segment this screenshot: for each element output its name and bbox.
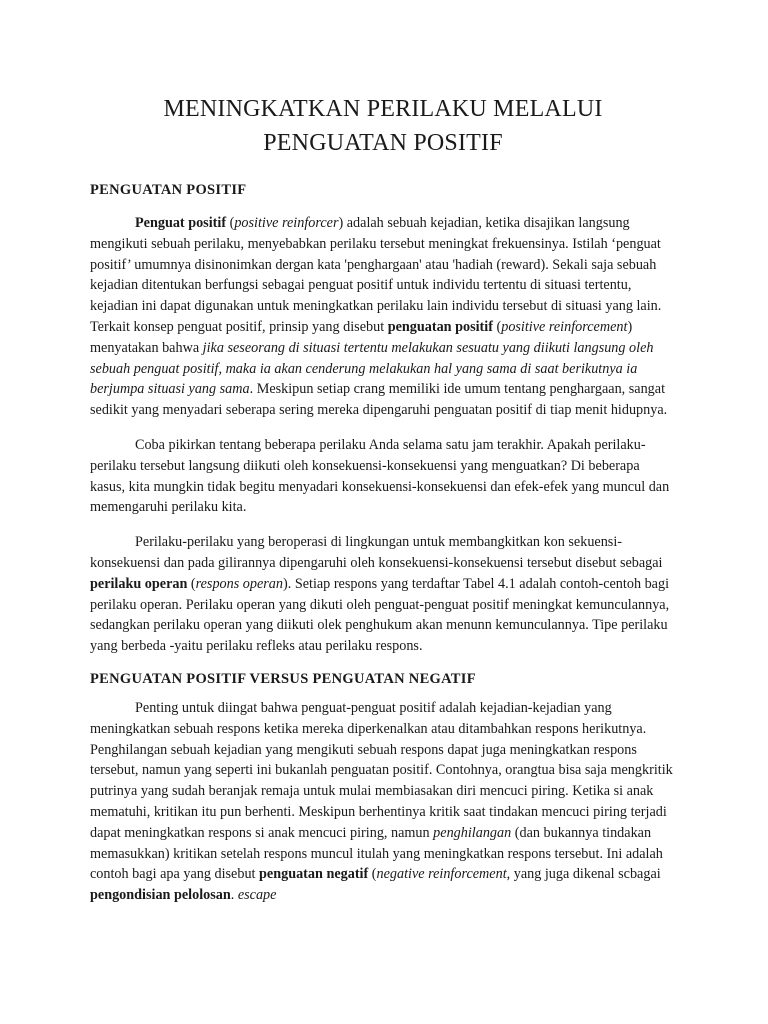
term-italic: negative reinforcement [376, 866, 507, 883]
text-run: Perilaku-perilaku yang beroperasi di lingkungan untuk membangkitkan kon sekuensi-konsekuensi dan pada gilirannya dipengaruhi oleh konsekuensi-konsekuensi tersebut disebut sebagai [90, 534, 663, 571]
text-run: ( [226, 215, 235, 231]
section-heading-positive: PENGUATAN POSITIF [90, 182, 247, 198]
paragraph-4 [90, 698, 676, 906]
term-italic: positive reinforcer [234, 215, 339, 231]
term-italic: escape [237, 887, 277, 904]
text-run: . [230, 887, 238, 904]
page-title: MENINGKATKAN PERILAKU MELALUI PENGUATAN POSITIF [163, 96, 603, 156]
paragraph-1 [90, 213, 676, 421]
paragraph-2: Coba pikirkan tentang beberapa perilaku Anda selama satu jam terakhir. Apakah perilaku-perilaku tersebut langsung diikuti oleh konsekuensi-konsekuensi yang menguatkan? Di beberapa kasus, kita mungkin tidak begitu menyadari konsekuensi-konsekuensi dan efek-efek yang muncul dan memengaruhi perilaku kita. [90, 436, 670, 516]
term-bold: Penguat positif [135, 215, 227, 231]
text-run: ( [187, 575, 196, 592]
term-bold: perilaku operan [90, 575, 188, 592]
term-italic: positive reinforcement [501, 318, 628, 335]
text-run: Penting untuk diingat bahwa penguat-penguat positif adalah kejadian-kejadian yang meningkatkan sebuah respons ketika mereka diperkenalkan atau ditambahkan respons herikutnya. Penghilangan sebuah kejadian yang mengikuti sebuah respons dapat juga meningkatkan respons tersebut, namun yang seperti ini bukanlah penguatan positif. Contohnya, orangtua bisa saja mengkritik putrinya yang sudah beranjak remaja untuk mulai membiasakan diri mencuci piring. Ketika si anak mematuhi, kritikan itu pun berhenti. Meskipun berhentinya kritik saat tindakan mencuci piring terjadi dapat meningkatkan respons si anak mencuci piring, namun [90, 699, 673, 841]
text-run: ( [368, 866, 377, 883]
paragraph-3 [90, 532, 676, 657]
principle-italic: jika seseorang di situasi tertentu melakukan sesuatu yang diikuti langsung oleh sebuah penguat positif, maka ia akan cenderung melakukan hal yang sama di saat berikutnya ia berjumpa situasi yang sama [90, 339, 654, 398]
text-run: ) adalah sebuah kejadian, ketika disajikan langsung mengikuti sebuah perilaku, menyebabkan perilaku tersebut meningkat frekuensinya. Istilah ‘penguat positif’ umumnya disinonimkan dergan kata 'penghargaan' atau 'hadiah (reward). Sekali saja sebuah kejadian ditentukan berfungsi sebagai penguat positif untuk individu tertentu di situasi tertentu, kejadian ini dapat digunakan untuk meningkatkan perilaku lain individu tersebut di situasi yang lain. Terkait konsep penguat positif, prinsip yang disebut [90, 215, 662, 335]
text-run: ( [492, 318, 502, 335]
text-run: ) menyatakan bahwa [90, 318, 633, 356]
term-bold: penguatan positif [387, 318, 493, 335]
term-italic: respons operan [195, 575, 283, 592]
text-run: (dan bukannya tindakan memasukkan) kritikan setelah respons muncul itulah yang meningkatkan respons tersebut. Ini adalah contoh bagi apa yang disebut [90, 824, 663, 883]
text-run: ). Setiap respons yang terdaftar Tabel 4.1 adalah contoh-centoh bagi perilaku operan. Perilaku operan yang dikuti oleh penguat-penguat positif meningkat kemunculannya, sedangkan perilaku operan yang diikuti olek penghukum akan menunn kemunculannya. Tipe perilaku yang berbeda -yaitu perilaku refleks atau perilaku respons. [90, 575, 670, 655]
term-bold: penguatan negatif [259, 866, 369, 883]
term-italic: penghilangan [433, 824, 512, 841]
term-bold: pengondisian pelolosan [90, 887, 231, 904]
text-run: , yang juga dikenal scbagai [506, 866, 661, 883]
section-heading-versus: PENGUATAN POSITIF VERSUS PENGUATAN NEGATIF [90, 670, 476, 687]
text-run: . Meskipun setiap crang memiliki ide umum tentang penghargaan, sangat sedikit yang menyadari seberapa sering mereka dipengaruhi penguatan positif di tiap menit hidupnya. [90, 381, 668, 419]
